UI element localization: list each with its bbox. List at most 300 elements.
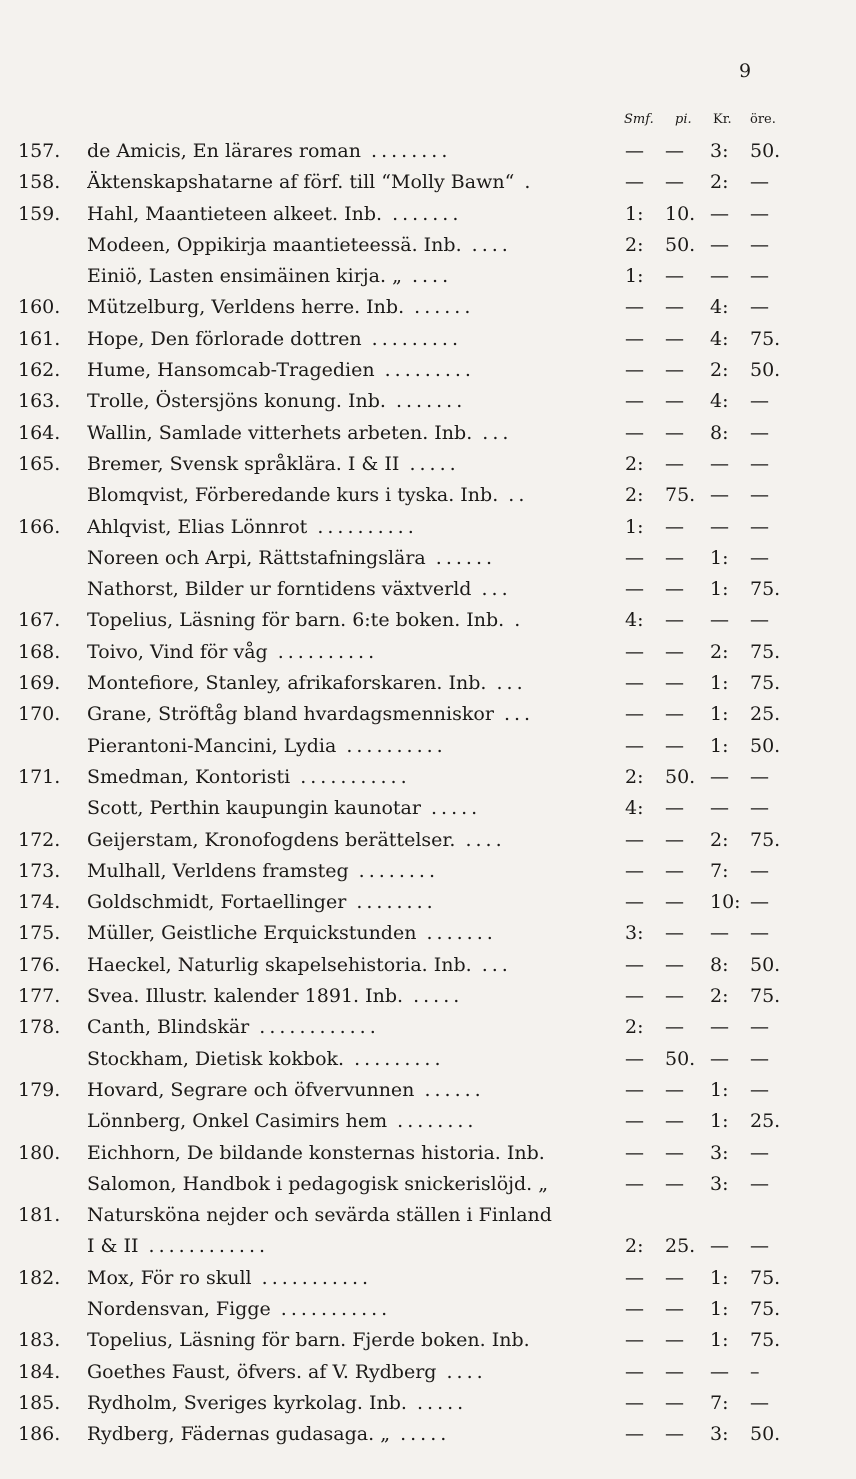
price-cell: —	[750, 171, 769, 194]
list-item	[0, 981, 856, 1012]
entry-number: 164.	[18, 421, 61, 444]
price-cell: —	[665, 1016, 684, 1039]
price-cell: 1:	[710, 546, 729, 569]
entry-title	[87, 1419, 627, 1450]
entry-title	[87, 825, 627, 856]
entry-title	[87, 324, 627, 355]
list-item	[0, 574, 856, 605]
price-cell: —	[665, 515, 684, 538]
price-cell: 3:	[710, 1141, 729, 1164]
price-cell: 3:	[710, 1423, 729, 1446]
leader-dots: .....	[420, 797, 482, 820]
list-item	[0, 1075, 856, 1106]
leader-dots: .........	[344, 1047, 445, 1070]
price-cell: 75.	[750, 672, 781, 695]
entry-title-text: Rydberg, Fädernas gudasaga. „	[87, 1423, 391, 1446]
list-item	[0, 230, 856, 261]
leader-dots: ......	[425, 546, 497, 569]
leader-dots: ....	[401, 265, 453, 288]
col-head-ore: öre.	[750, 112, 776, 127]
list-item	[0, 167, 856, 198]
leader-dots: ............	[249, 1016, 380, 1039]
price-cell: 75.	[750, 578, 781, 601]
list-item	[0, 543, 856, 574]
price-cell: 25.	[750, 703, 781, 726]
leader-dots: ...	[486, 672, 527, 695]
price-cell: 1:	[710, 1110, 729, 1133]
entry-number: 162.	[18, 359, 61, 382]
leader-dots: ....	[436, 1360, 487, 1383]
leader-dots: .	[514, 171, 535, 194]
entry-title-text: Hume, Hansomcab-Tragedien	[87, 359, 375, 382]
list-item	[0, 1294, 856, 1325]
price-cell: 2:	[710, 359, 729, 382]
leader-dots: ............	[138, 1235, 270, 1258]
price-cell: —	[625, 1110, 644, 1133]
price-cell: —	[750, 609, 769, 632]
list-item	[0, 950, 856, 981]
price-cell: 7:	[710, 1391, 729, 1414]
price-cell: 2:	[625, 1235, 644, 1258]
price-cell: —	[665, 1391, 684, 1414]
price-cell: 2:	[625, 1016, 644, 1039]
price-cell: —	[665, 1172, 684, 1195]
entry-title-text: Canth, Blindskär	[87, 1016, 250, 1039]
price-cell: 8:	[710, 421, 729, 444]
leader-dots: ...........	[251, 1266, 373, 1289]
price-cell: —	[750, 797, 769, 820]
entry-title	[87, 480, 627, 511]
entry-title-text: Geijerstam, Kronofogdens berättelser.	[87, 828, 456, 851]
entry-title	[87, 292, 627, 323]
price-cell: —	[665, 672, 684, 695]
price-cell: —	[750, 1235, 769, 1258]
price-cell: 2:	[625, 484, 644, 507]
col-head-kr: Kr.	[713, 112, 732, 127]
price-cell: 1:	[710, 734, 729, 757]
price-cell: 50.	[665, 765, 696, 788]
leader-dots: .........	[361, 327, 463, 350]
price-cell: —	[710, 1016, 729, 1039]
entry-title-text: Mützelburg, Verldens herre. Inb.	[87, 296, 405, 319]
entry-title	[87, 918, 627, 949]
price-cell: 1:	[625, 265, 644, 288]
entry-number: 163.	[18, 390, 61, 413]
catalogue-list	[0, 136, 856, 1450]
price-cell: —	[665, 953, 684, 976]
entry-title-text: Äktenskapshatarne af förf. till “Molly Bawn“	[87, 171, 515, 194]
entry-number: 167.	[18, 609, 61, 632]
price-cell: 7:	[710, 859, 729, 882]
entry-title-text: Toivo, Vind för våg	[87, 640, 268, 663]
price-cell: —	[750, 1016, 769, 1039]
entry-title-text: Trolle, Östersjöns konung. Inb.	[87, 390, 386, 413]
price-cell: —	[750, 1047, 769, 1070]
leader-dots: .....	[399, 452, 460, 475]
entry-title	[87, 762, 627, 793]
price-cell: 1:	[710, 578, 729, 601]
list-item	[0, 1263, 856, 1294]
price-cell: —	[750, 1078, 769, 1101]
list-item	[0, 449, 856, 480]
entry-title-text: Pierantoni-Mancini, Lydia	[87, 734, 337, 757]
price-cell: 25.	[665, 1235, 696, 1258]
entry-number: 179.	[18, 1078, 61, 1101]
price-cell: —	[710, 265, 729, 288]
entry-title-text: Nordensvan, Figge	[87, 1297, 271, 1320]
entry-title	[87, 386, 627, 417]
leader-dots: ....	[455, 828, 506, 851]
price-cell: 2:	[710, 171, 729, 194]
column-headers	[0, 112, 856, 136]
price-cell: —	[625, 703, 644, 726]
price-cell: 4:	[710, 327, 729, 350]
entry-number: 157.	[18, 140, 61, 162]
entry-number: 166.	[18, 515, 61, 538]
entry-number: 165.	[18, 452, 61, 475]
price-cell: 50.	[750, 953, 781, 976]
price-cell: –	[750, 1360, 760, 1383]
entry-title-text: de Amicis, En lärares roman	[87, 140, 361, 162]
price-cell: —	[665, 421, 684, 444]
price-cell: —	[710, 484, 729, 507]
leader-dots: .	[504, 609, 525, 632]
entry-title	[87, 1044, 627, 1075]
entry-title	[87, 981, 627, 1012]
entry-title	[87, 1231, 627, 1262]
entry-title-text: Stockham, Dietisk kokbok.	[87, 1047, 345, 1070]
entry-title-text: Smedman, Kontoristi	[87, 765, 291, 788]
entry-title	[87, 449, 627, 480]
list-item	[0, 793, 856, 824]
price-cell: 75.	[750, 1266, 781, 1289]
entry-title-text: Hovard, Segrare och öfvervunnen	[87, 1078, 415, 1101]
price-cell: —	[665, 797, 684, 820]
entry-title-text: Montefiore, Stanley, afrikaforskaren. Inb.	[87, 672, 487, 695]
entry-number: 186.	[18, 1423, 61, 1446]
entry-number: 174.	[18, 891, 61, 914]
leader-dots: ........	[387, 1110, 478, 1133]
entry-title-text: Müller, Geistliche Erquickstunden	[87, 922, 417, 945]
entry-title-text: Modeen, Oppikirja maantieteessä. Inb.	[87, 233, 462, 256]
entry-number: 176.	[18, 953, 61, 976]
price-cell: —	[665, 546, 684, 569]
entry-title	[87, 1357, 627, 1388]
entry-title	[87, 1075, 627, 1106]
price-cell: —	[710, 1235, 729, 1258]
price-cell: 2:	[710, 828, 729, 851]
price-cell: 25.	[750, 1110, 781, 1133]
list-item	[0, 1169, 856, 1200]
col-head-smf: Smf.	[624, 112, 654, 127]
price-cell: —	[665, 359, 684, 382]
price-cell: 4:	[625, 609, 644, 632]
price-cell: —	[750, 484, 769, 507]
price-cell: 10:	[710, 891, 741, 914]
price-cell: —	[750, 515, 769, 538]
price-cell: —	[665, 171, 684, 194]
price-cell: —	[625, 171, 644, 194]
entry-title-text: I & II	[87, 1235, 139, 1258]
price-cell: —	[665, 1329, 684, 1352]
list-item	[0, 261, 856, 292]
list-item	[0, 324, 856, 355]
entry-title	[87, 950, 627, 981]
leader-dots: ...	[472, 421, 513, 444]
price-cell: —	[665, 734, 684, 757]
leader-dots: .......	[416, 922, 497, 945]
entry-number: 159.	[18, 202, 61, 225]
price-cell: —	[625, 390, 644, 413]
price-cell: 75.	[750, 640, 781, 663]
entry-title-text: Haeckel, Naturlig skapelsehistoria. Inb.	[87, 953, 472, 976]
price-cell: 1:	[625, 515, 644, 538]
entry-title-text: Lönnberg, Onkel Casimirs hem	[87, 1110, 388, 1133]
price-cell: —	[665, 922, 684, 945]
price-cell: 4:	[710, 296, 729, 319]
price-cell: 50.	[665, 1047, 696, 1070]
entry-title	[87, 668, 627, 699]
leader-dots: .....	[406, 1391, 468, 1414]
price-cell: 2:	[710, 985, 729, 1008]
entry-number: 175.	[18, 922, 61, 945]
price-cell: 50.	[750, 140, 781, 162]
list-item	[0, 1325, 856, 1356]
price-cell: —	[625, 1391, 644, 1414]
list-item	[0, 918, 856, 949]
entry-title-text: Ahlqvist, Elias Lönnrot	[87, 515, 308, 538]
price-cell: —	[710, 765, 729, 788]
price-cell: —	[665, 1297, 684, 1320]
price-cell: —	[625, 327, 644, 350]
entry-title	[87, 1325, 627, 1356]
price-cell: —	[665, 578, 684, 601]
price-cell: —	[710, 452, 729, 475]
price-cell: —	[665, 140, 684, 162]
price-cell: 1:	[710, 1266, 729, 1289]
price-cell: —	[750, 421, 769, 444]
entry-title-text: Bremer, Svensk språklära. I & II	[87, 452, 400, 475]
price-cell: 50.	[750, 359, 781, 382]
price-cell: —	[625, 1360, 644, 1383]
entry-title-text: Svea. Illustr. kalender 1891. Inb.	[87, 985, 404, 1008]
entry-title-text: Salomon, Handbok i pedagogisk snickerislöjd. „	[87, 1172, 549, 1195]
price-cell: —	[625, 1078, 644, 1101]
price-cell: 2:	[625, 765, 644, 788]
price-cell: —	[665, 1423, 684, 1446]
price-cell: —	[625, 578, 644, 601]
entry-title	[87, 887, 627, 918]
entry-number: 168.	[18, 640, 61, 663]
price-cell: —	[710, 922, 729, 945]
leader-dots: ...	[493, 703, 535, 726]
price-cell: —	[665, 265, 684, 288]
entry-title	[87, 1106, 627, 1137]
price-cell: —	[665, 891, 684, 914]
price-cell: —	[625, 1297, 644, 1320]
price-cell: 1:	[710, 1329, 729, 1352]
entry-number: 171.	[18, 765, 61, 788]
entry-number: 182.	[18, 1266, 61, 1289]
leader-dots: ........	[361, 140, 452, 162]
price-cell: —	[625, 1266, 644, 1289]
leader-dots: ...........	[270, 1297, 392, 1320]
list-item	[0, 1419, 856, 1450]
list-item	[0, 386, 856, 417]
price-cell: —	[665, 390, 684, 413]
price-cell: 75.	[750, 1297, 781, 1320]
price-cell: —	[625, 1172, 644, 1195]
list-item	[0, 1200, 856, 1231]
price-cell: —	[665, 296, 684, 319]
price-cell: —	[750, 202, 769, 225]
price-cell: —	[625, 985, 644, 1008]
price-cell: 4:	[710, 390, 729, 413]
entry-title	[87, 856, 627, 887]
page-number: 9	[738, 60, 752, 82]
list-item	[0, 762, 856, 793]
leader-dots: ......	[404, 296, 475, 319]
list-item	[0, 887, 856, 918]
price-cell: —	[750, 1141, 769, 1164]
list-item	[0, 699, 856, 730]
price-cell: —	[625, 1141, 644, 1164]
price-cell: 2:	[625, 452, 644, 475]
entry-title	[87, 1263, 627, 1294]
leader-dots: .......	[382, 202, 463, 225]
price-cell: 75.	[750, 985, 781, 1008]
entry-number: 180.	[18, 1141, 61, 1164]
list-item	[0, 136, 856, 167]
entry-title	[87, 1388, 627, 1419]
price-cell: 2:	[710, 640, 729, 663]
list-item	[0, 637, 856, 668]
entry-title-text: Nathorst, Bilder ur forntidens växtverld	[87, 578, 472, 601]
entry-title	[87, 230, 627, 261]
price-cell: —	[625, 734, 644, 757]
entry-number: 183.	[18, 1329, 61, 1352]
leader-dots: ......	[414, 1078, 485, 1101]
leader-dots: .......	[385, 390, 467, 413]
price-cell: 10.	[665, 202, 696, 225]
entry-title	[87, 699, 627, 730]
price-cell: 50.	[750, 1423, 781, 1446]
price-cell: 75.	[750, 327, 781, 350]
price-cell: 2:	[625, 233, 644, 256]
list-item	[0, 480, 856, 511]
list-item	[0, 825, 856, 856]
list-item	[0, 1138, 856, 1169]
list-item	[0, 731, 856, 762]
price-cell: —	[665, 859, 684, 882]
price-cell: —	[625, 1047, 644, 1070]
list-item	[0, 1012, 856, 1043]
entry-title	[87, 1012, 627, 1043]
leader-dots: ...	[471, 578, 512, 601]
entry-title	[87, 136, 627, 167]
entry-number: 181.	[18, 1204, 61, 1227]
entry-number: 158.	[18, 171, 61, 194]
list-item	[0, 418, 856, 449]
entry-title	[87, 199, 627, 230]
entry-number: 170.	[18, 703, 61, 726]
price-cell: —	[625, 421, 644, 444]
entry-title	[87, 261, 627, 292]
entry-title	[87, 355, 627, 386]
entry-title-text: Hahl, Maantieteen alkeet. Inb.	[87, 202, 383, 225]
price-cell: —	[710, 797, 729, 820]
price-cell: —	[750, 765, 769, 788]
price-cell: —	[665, 1078, 684, 1101]
entry-title-text: Goldschmidt, Fortaellinger	[87, 891, 347, 914]
entry-title-text: Rydholm, Sveriges kyrkolag. Inb.	[87, 1391, 407, 1414]
entry-title	[87, 418, 627, 449]
leader-dots: ..........	[336, 734, 447, 757]
price-cell: 1:	[710, 672, 729, 695]
price-cell: —	[665, 703, 684, 726]
entry-title	[87, 1169, 627, 1200]
price-cell: —	[710, 1360, 729, 1383]
price-cell: 75.	[750, 828, 781, 851]
entry-title	[87, 512, 627, 543]
leader-dots: ..........	[267, 640, 379, 663]
entry-title-text: Goethes Faust, öfvers. af V. Rydberg	[87, 1360, 437, 1383]
price-cell: 1:	[625, 202, 644, 225]
entry-number: 160.	[18, 296, 61, 319]
price-cell: 3:	[625, 922, 644, 945]
price-cell: 50.	[665, 233, 696, 256]
entry-number: 172.	[18, 828, 61, 851]
entry-title-text: Scott, Perthin kaupungin kaunotar	[87, 797, 421, 820]
price-cell: —	[750, 233, 769, 256]
price-cell: —	[625, 859, 644, 882]
entry-title-text: Wallin, Samlade vitterhets arbeten. Inb.	[87, 421, 473, 444]
entry-title-text: Natursköna nejder och sevärda ställen i Finland	[87, 1204, 552, 1227]
entry-title-text: Topelius, Läsning för barn. 6:te boken. Inb.	[87, 609, 505, 632]
price-cell: 4:	[625, 797, 644, 820]
entry-number: 173.	[18, 859, 61, 882]
price-cell: —	[750, 859, 769, 882]
price-cell: —	[665, 985, 684, 1008]
price-cell: —	[750, 546, 769, 569]
price-cell: —	[750, 265, 769, 288]
price-cell: 1:	[710, 1078, 729, 1101]
list-item	[0, 1388, 856, 1419]
entry-number: 177.	[18, 985, 61, 1008]
price-cell: 75.	[665, 484, 696, 507]
price-cell: —	[710, 515, 729, 538]
price-cell: —	[665, 609, 684, 632]
leader-dots: ........	[346, 891, 437, 914]
leader-dots: ........	[348, 859, 439, 882]
price-cell: —	[665, 452, 684, 475]
price-cell: —	[665, 1360, 684, 1383]
list-item	[0, 605, 856, 636]
price-cell: —	[750, 390, 769, 413]
price-cell: 1:	[710, 703, 729, 726]
entry-title	[87, 1200, 627, 1231]
entry-number: 161.	[18, 327, 61, 350]
price-cell: —	[625, 640, 644, 663]
price-cell: —	[625, 140, 644, 162]
list-item	[0, 1357, 856, 1388]
price-cell: —	[665, 1141, 684, 1164]
price-cell: —	[750, 452, 769, 475]
price-cell: —	[665, 1266, 684, 1289]
price-cell: —	[665, 640, 684, 663]
list-item	[0, 199, 856, 230]
price-cell: —	[750, 891, 769, 914]
